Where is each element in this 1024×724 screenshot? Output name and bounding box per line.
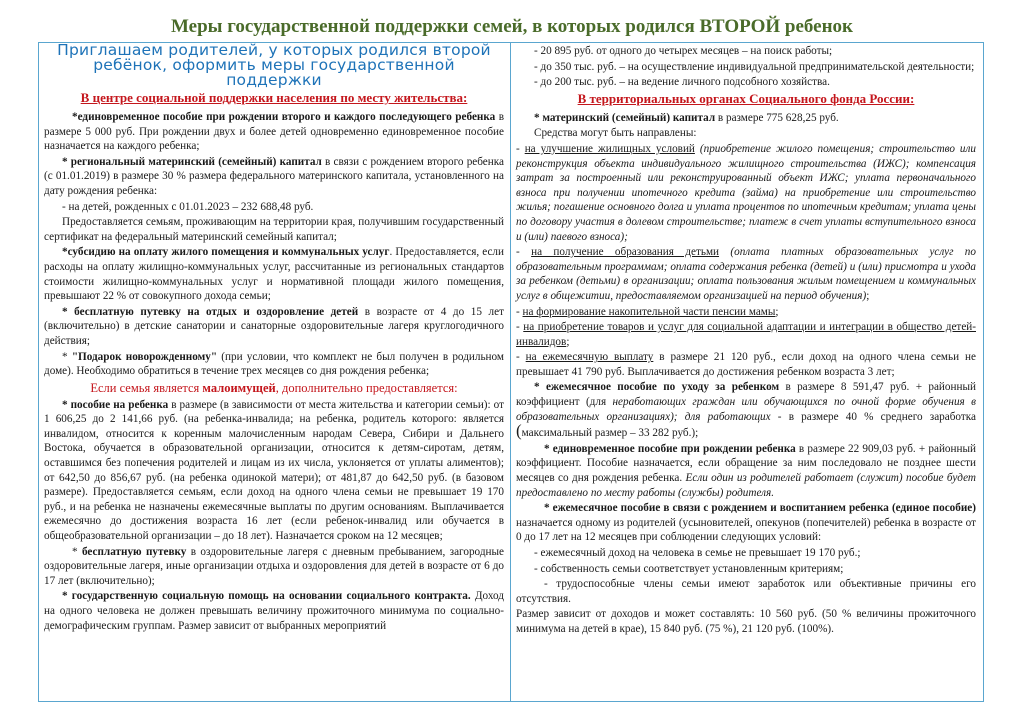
benefit-camp-voucher: * бесплатную путевку в оздоровительные лагеря с дневным пребыванием, загородные оздоровительные лагеря, иные организации отдыха и оздоровления для детей в возрасте от 6 до 17 лет (включительно); — [44, 545, 504, 587]
capital-directions-intro: Средства могут быть направлены: — [534, 127, 697, 140]
unified-amount: Размер зависит от доходов и может составлять: 10 560 руб. (50 % величины прожиточного минимума на детей в крае), 15 840 руб. (75 %), 21 120 руб. (100%). — [516, 608, 976, 635]
column-divider — [510, 42, 511, 702]
benefit-lump-sum: *единовременное пособие при рождении второго и каждого последующего ребенка в размере 5 000 руб. При рождении двух и более детей одновременно единовременное пособие назначается на каждого ребенка; — [44, 111, 504, 153]
benefit-maternal-capital: * материнский (семейный) капитал в размере 775 628,25 руб. — [534, 111, 839, 124]
right-column — [516, 44, 976, 638]
capital-condition: Предоставляется семьям, проживающим на территории края, получившим государственный сертификат на федеральный материнский семейный капитал; — [44, 216, 504, 243]
low-income-subtitle: Если семья является малоимущей, дополнительно предоставляется: — [90, 380, 458, 395]
section-title-social-center: В центре социальной поддержки населения по месту жительства: — [80, 90, 468, 105]
benefit-free-voucher: * бесплатную путевку на отдых и оздоровление детей в возрасте от 4 до 15 лет (включительно) в детские санатории и санаторные оздоровительные лагеря круглогодичного действия; — [44, 305, 504, 347]
condition-income: - ежемесячный доход на человека в семье не превышает 19 170 руб.; — [534, 547, 861, 559]
direction-education: - на получение образования детьми (оплата платных образовательных услуг по образовательным программам; оплата содержания ребенка (детей) и (или) присмотра и ухода за ребенком (детьми) в организации; оплата пользования жилым помещением и коммунальных услуг в общежитии, предоставляемом организацией на период обучения); — [516, 246, 976, 302]
page-title: Меры государственной поддержки семей, в которых родился ВТОРОЙ ребенок — [171, 16, 853, 37]
benefit-unified: * ежемесячное пособие в связи с рождением и воспитанием ребенка (единое пособие) назначается одному из родителей (усыновителей, опекунов (попечителей) ребенка в возрасте от 0 до 17 лет на 12 месяцев при соблюдении следующих условий: — [516, 502, 976, 544]
benefit-regional-capital: * региональный материнский (семейный) капитал в связи с рождением второго ребенка (с 01.01.2019) в размере 30 % размера федерального материнского капитала, установленного на дату рождения ребенка: — [44, 155, 504, 197]
contract-item-household: - до 200 тыс. руб. – на ведение личного подсобного хозяйства. — [534, 76, 830, 89]
condition-earnings: - трудоспособные члены семьи имеют заработок или объективные причины его отсутствия. — [516, 578, 976, 605]
direction-monthly-payment: - на ежемесячную выплату в размере 21 120 руб., если доход на одного члена семьи не превышает 41 790 руб. Выплачивается до достижения ребенком возраста 3 лет; — [516, 351, 976, 378]
direction-pension: - на формирование накопительной части пенсии мамы; — [516, 305, 779, 318]
benefit-housing-subsidy: *субсидию на оплату жилого помещения и коммунальных услуг. Предоставляется, если расходы на оплату жилищно-коммунальных услуг, рассчитанные из региональных стандартов стоимости жилищно-коммунальных услуг и нормативной площади жилого помещения, превышают 22 % от совокупного дохода семьи; — [44, 246, 504, 303]
section-title-social-fund: В территориальных органах Социального фонда России: — [577, 90, 915, 106]
contract-item-business: - до 350 тыс. руб. – на осуществление индивидуальной предпринимательской деятельности; — [534, 60, 975, 73]
benefit-newborn-gift: * "Подарок новорожденному" (при условии, что комплект не был получен в родильном доме). Необходимо обратиться в течение трех месяцев со дня рождения ребенка; — [44, 350, 505, 378]
invitation-text: Приглашаем родителей, у которых родился второй ребёнок, оформить меры государственной поддержки — [57, 41, 491, 89]
benefit-birth-lump-sum: * единовременное пособие при рождении ребенка в размере 22 909,03 руб. + районный коэффициент. Пособие назначается, если обращение за ним последовало не позднее шести месяцев со дня рождения ребенка. Если один из родителей работает (служит) пособие будет предоставлено по месту работы (службы) родителя. — [516, 442, 977, 499]
benefit-childcare: * ежемесячное пособие по уходу за ребенком в размере 8 591,47 руб. + районный коэффициент (для неработающих граждан или обучающихся по очной форме обучения в образовательных организациях); для работающих - в размере 40 % среднего заработка (максимальный размер – 33 282 руб.); — [516, 381, 976, 441]
condition-property: - собственность семьи соответствует установленным критериям; — [534, 562, 844, 575]
benefit-child-allowance: * пособие на ребенка в размере (в зависимости от места жительства и категории семьи): от 1 606,25 до 2 141,66 руб. (на ребенка-инвалида; на ребенка, родитель которого: является инвалидом, относится к коренным малочисленным народам Севера, Сибири и Дальнего Востока, обучается в образовательной организации, относится к детям-сиротам, детям, оставшимся без попечения родителей и лицам из их числа, уклоняется от уплаты алиментов); от 642,50 до 856,67 руб. (на ребенка одинокой матери); от 481,87 до 642,50 руб. (в базовом размере). Предоставляется семьям, если доход на одного члена семьи не превышает 19 170 руб., и на ребенка не назначены ежемесячные выплаты по другим основаниям. Выплачивается ежемесячно до достижения возраста 16 лет (если ребенок-инвалид или обучается в общеобразовательной организации – до 18 лет). Назначается сроком на 12 месяцев; — [44, 398, 504, 543]
contract-item-job-search: - 20 895 руб. от одного до четырех месяцев – на поиск работы; — [534, 45, 833, 57]
left-column — [44, 41, 505, 634]
direction-disabled-children: - на приобретение товаров и услуг для социальной адаптации и интеграции в общество детей-инвалидов; — [516, 321, 976, 348]
benefit-social-contract: * государственную социальную помощь на основании социального контракта. Доход на одного человека не должен превышать величину прожиточного минимума по социально-демографическим группам. Размер зависит от выбранных мероприятий — [44, 590, 504, 632]
capital-amount: - на детей, рожденных с 01.01.2023 – 232 688,48 руб. — [62, 200, 314, 213]
direction-housing: - на улучшение жилищных условий (приобретение жилого помещения; строительство или реконструкция объекта индивидуального жилищного строительства (ИЖС); компенсация затрат за построенный или реконструированный объект ИЖС; уплата первоначального взноса при получении ипотечного кредита (займа) на приобретение или строительство жилья; погашение основного долга и уплата процентов по ипотечным кредитам; уплата цены по договору участия в долевом строительстве; платеж в счет уплаты вступительного взноса и (или) паевого взноса); — [516, 142, 976, 243]
